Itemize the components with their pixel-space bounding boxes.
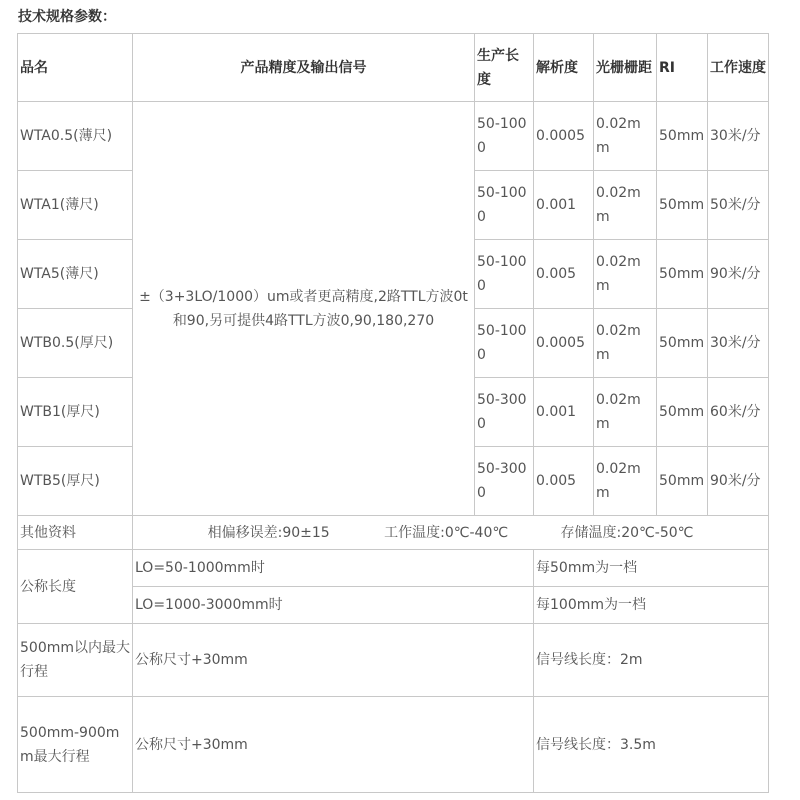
length-cell: 50-1000 — [475, 171, 534, 240]
length-cell: 50-1000 — [475, 102, 534, 171]
ri-cell: 50mm — [657, 240, 708, 309]
header-resolution: 解析度 — [534, 34, 594, 102]
speed-cell: 60米/分 — [708, 378, 769, 447]
other-info-row — [18, 516, 769, 550]
stroke-500-cable: 信号线长度：2m — [534, 624, 769, 697]
nominal-length-row — [18, 550, 769, 587]
stroke-900-row — [18, 697, 769, 793]
page-heading: 技术规格参数： — [18, 9, 116, 25]
stroke-900-size: 公称尺寸+30mm — [133, 697, 534, 793]
ri-cell: 50mm — [657, 447, 708, 516]
grating-cell: 0.02mm — [594, 447, 657, 516]
grating-cell: 0.02mm — [594, 171, 657, 240]
length-cell: 50-3000 — [475, 447, 534, 516]
grating-cell: 0.02mm — [594, 102, 657, 171]
grating-cell: 0.02mm — [594, 309, 657, 378]
speed-cell: 90米/分 — [708, 447, 769, 516]
stroke-500-row — [18, 624, 769, 697]
resolution-cell: 0.005 — [534, 447, 594, 516]
other-info-label: 其他资料 — [18, 516, 133, 550]
resolution-cell: 0.001 — [534, 171, 594, 240]
product-name: WTA1(薄尺) — [18, 171, 133, 240]
grating-cell: 0.02mm — [594, 378, 657, 447]
stroke-500-size: 公称尺寸+30mm — [133, 624, 534, 697]
resolution-cell: 0.001 — [534, 378, 594, 447]
header-row — [18, 34, 769, 102]
nominal-length-label: 公称长度 — [18, 550, 133, 624]
speed-cell: 30米/分 — [708, 102, 769, 171]
speed-cell: 30米/分 — [708, 309, 769, 378]
header-length: 生产长度 — [475, 34, 534, 102]
precision-cell: ±（3+3LO/1000）um或者更高精度,2路TTL方波0t和90,另可提供4路TTL方波0,90,180,270 — [133, 102, 475, 516]
ri-cell: 50mm — [657, 102, 708, 171]
spec-table — [17, 33, 769, 793]
ri-cell: 50mm — [657, 378, 708, 447]
grating-cell: 0.02mm — [594, 240, 657, 309]
stroke-900-cable: 信号线长度：3.5m — [534, 697, 769, 793]
nominal-range-1: LO=50-1000mm时 — [133, 550, 534, 587]
nominal-range-2: LO=1000-3000mm时 — [133, 587, 534, 624]
length-cell: 50-1000 — [475, 309, 534, 378]
length-cell: 50-3000 — [475, 378, 534, 447]
ri-cell: 50mm — [657, 309, 708, 378]
product-name: WTA5(薄尺) — [18, 240, 133, 309]
header-speed: 工作速度 — [708, 34, 769, 102]
nominal-step-1: 每50mm为一档 — [534, 550, 769, 587]
header-precision: 产品精度及输出信号 — [133, 34, 475, 102]
header-ri: RI — [657, 34, 708, 102]
length-cell: 50-1000 — [475, 240, 534, 309]
speed-cell: 90米/分 — [708, 240, 769, 309]
ri-cell: 50mm — [657, 171, 708, 240]
product-name: WTA0.5(薄尺) — [18, 102, 133, 171]
speed-cell: 50米/分 — [708, 171, 769, 240]
product-name: WTB0.5(厚尺) — [18, 309, 133, 378]
product-name: WTB5(厚尺) — [18, 447, 133, 516]
work-temp-text: 工作温度:0℃-40℃ — [384, 524, 509, 541]
resolution-cell: 0.0005 — [534, 102, 594, 171]
header-name: 品名 — [18, 34, 133, 102]
product-name: WTB1(厚尺) — [18, 378, 133, 447]
storage-temp-text: 存储温度:20℃-50℃ — [560, 524, 694, 541]
stroke-500-label: 500mm以内最大行程 — [18, 624, 133, 697]
nominal-step-2: 每100mm为一档 — [534, 587, 769, 624]
table-row — [18, 102, 769, 171]
resolution-cell: 0.0005 — [534, 309, 594, 378]
other-info-cell — [133, 516, 769, 550]
stroke-900-label: 500mm-900mm最大行程 — [18, 697, 133, 793]
phase-error-text: 相偏移误差:90±15 — [207, 524, 330, 541]
header-grating: 光栅栅距 — [594, 34, 657, 102]
resolution-cell: 0.005 — [534, 240, 594, 309]
